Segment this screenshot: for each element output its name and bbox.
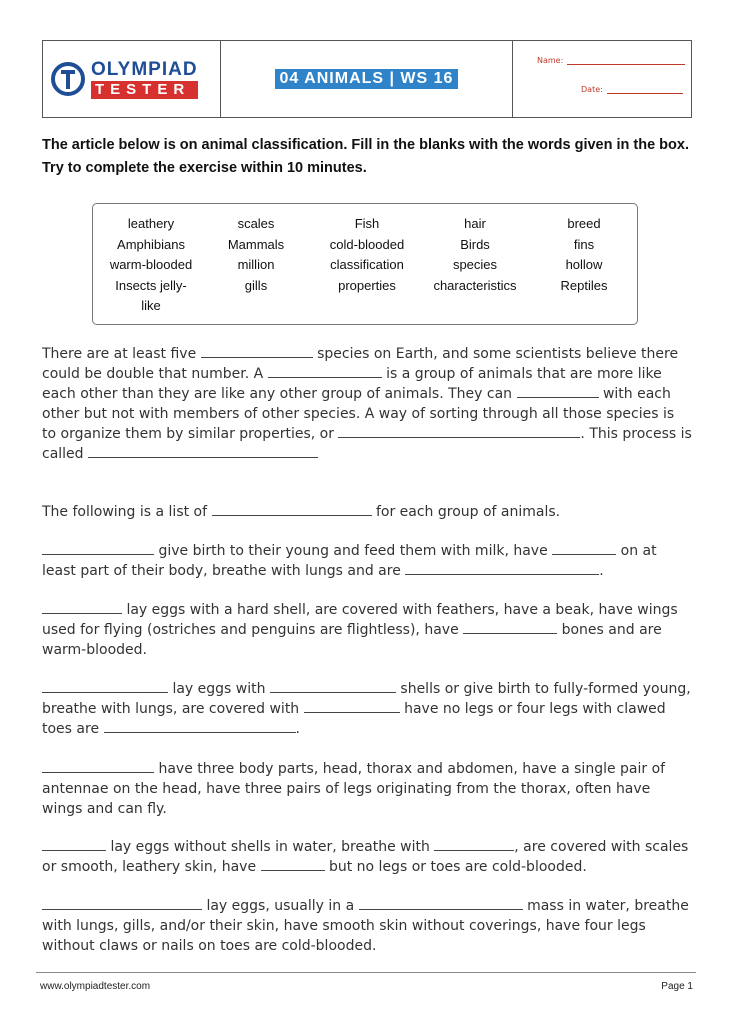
answer-blank[interactable]: [42, 896, 202, 910]
word-item: Mammals: [227, 236, 285, 252]
word-item: properties: [338, 277, 396, 293]
date-field[interactable]: [581, 85, 683, 94]
word-item: cold-blooded: [329, 236, 405, 252]
word-column-3: [315, 214, 419, 296]
word-column-4: [425, 214, 525, 296]
word-column-2: [211, 214, 301, 296]
word-item: warm-blooded: [109, 257, 193, 272]
answer-blank[interactable]: [42, 600, 122, 614]
answer-blank[interactable]: [201, 344, 313, 358]
word-item: breed: [567, 216, 601, 231]
name-label: Name:: [537, 56, 564, 65]
worksheet-title: 04 ANIMALS | WS 16: [275, 69, 459, 89]
word-column-5: [539, 214, 629, 296]
word-item: Reptiles: [560, 277, 608, 293]
answer-blank[interactable]: [42, 759, 154, 773]
paragraph-reptiles: lay eggs with shells or give birth to fully-formed young, breathe with lungs, are covered with have no legs or four legs with clawed toes are .: [42, 681, 691, 737]
logo-emblem-icon: [51, 62, 85, 96]
answer-blank[interactable]: [463, 620, 557, 634]
instructions: The article below is on animal classification. Fill in the blanks with the words given in the box. Try to complete the exercise within 10 minutes.: [42, 137, 689, 176]
worksheet-header: [42, 40, 692, 118]
word-item: scales: [237, 216, 275, 231]
word-item: Birds: [460, 236, 490, 252]
word-item: Fish: [354, 216, 380, 231]
word-item: leathery: [127, 216, 175, 231]
word-item: million: [237, 257, 275, 272]
answer-blank[interactable]: [212, 502, 372, 516]
word-item: gills: [244, 277, 268, 293]
paragraph-insects: have three body parts, head, thorax and abdomen, have a single pair of antennae on the head, have three pairs of legs originating from the thorax, often have wings and can fly.: [42, 761, 666, 817]
answer-blank[interactable]: [359, 896, 523, 910]
name-line[interactable]: [567, 64, 685, 65]
word-item: hollow: [565, 257, 603, 272]
footer-divider: [36, 972, 696, 973]
answer-blank[interactable]: [304, 699, 400, 713]
answer-blank[interactable]: [261, 857, 325, 871]
answer-blank[interactable]: [270, 679, 396, 693]
answer-blank[interactable]: [42, 541, 154, 555]
word-item: Amphibians: [117, 236, 185, 252]
answer-blank[interactable]: [88, 444, 318, 458]
logo-text-top: OLYMPIAD: [91, 58, 198, 80]
answer-blank[interactable]: [552, 541, 616, 555]
answer-blank[interactable]: [338, 424, 580, 438]
date-line[interactable]: [607, 93, 683, 94]
word-column-1: [101, 214, 201, 317]
date-label: Date:: [581, 85, 603, 94]
footer-page-number: Page 1: [661, 981, 693, 992]
word-item: characteristics: [433, 277, 517, 293]
footer-website[interactable]: www.olympiadtester.com: [40, 981, 151, 992]
logo: [43, 41, 221, 117]
answer-blank[interactable]: [42, 679, 168, 693]
paragraph-species: There are at least five species on Earth, and some scientists believe there could be double that number. A is a group of animals that are more like each other than they are like any other group of animals. They can with each other but not with members of other species. A way of sorting through all those species is to organize them by similar properties, or . This process is called: [42, 346, 692, 462]
answer-blank[interactable]: [268, 364, 382, 378]
word-item: classification: [330, 257, 404, 272]
paragraph-birds: lay eggs with a hard shell, are covered with feathers, have a beak, have wings used for flying (ostriches and penguins are flightless), have bones and are warm-blooded.: [42, 602, 678, 658]
paragraph-characteristics: The following is a list of for each group of animals.: [42, 504, 561, 520]
paragraph-mammals: give birth to their young and feed them with milk, have on at least part of their body, breathe with lungs and are .: [42, 543, 657, 579]
answer-blank[interactable]: [434, 837, 514, 851]
word-item: species: [452, 257, 498, 272]
paragraph-amphibians: lay eggs, usually in a mass in water, breathe with lungs, gills, and/or their skin, have smooth skin without coverings, have four legs without claws or nails on toes are cold-blooded.: [42, 898, 689, 954]
word-item: Insects jelly-like: [115, 277, 187, 313]
answer-blank[interactable]: [42, 837, 106, 851]
word-item: fins: [573, 236, 595, 252]
word-item: hair: [464, 216, 486, 231]
logo-text-bottom: TESTER: [91, 81, 198, 99]
answer-blank[interactable]: [405, 561, 599, 575]
answer-blank[interactable]: [104, 719, 296, 733]
name-field[interactable]: [537, 56, 685, 65]
word-box: [92, 203, 638, 325]
answer-blank[interactable]: [517, 384, 599, 398]
paragraph-fish: lay eggs without shells in water, breathe with , are covered with scales or smooth, leathery skin, have but no legs or toes are cold-blooded.: [42, 839, 689, 875]
